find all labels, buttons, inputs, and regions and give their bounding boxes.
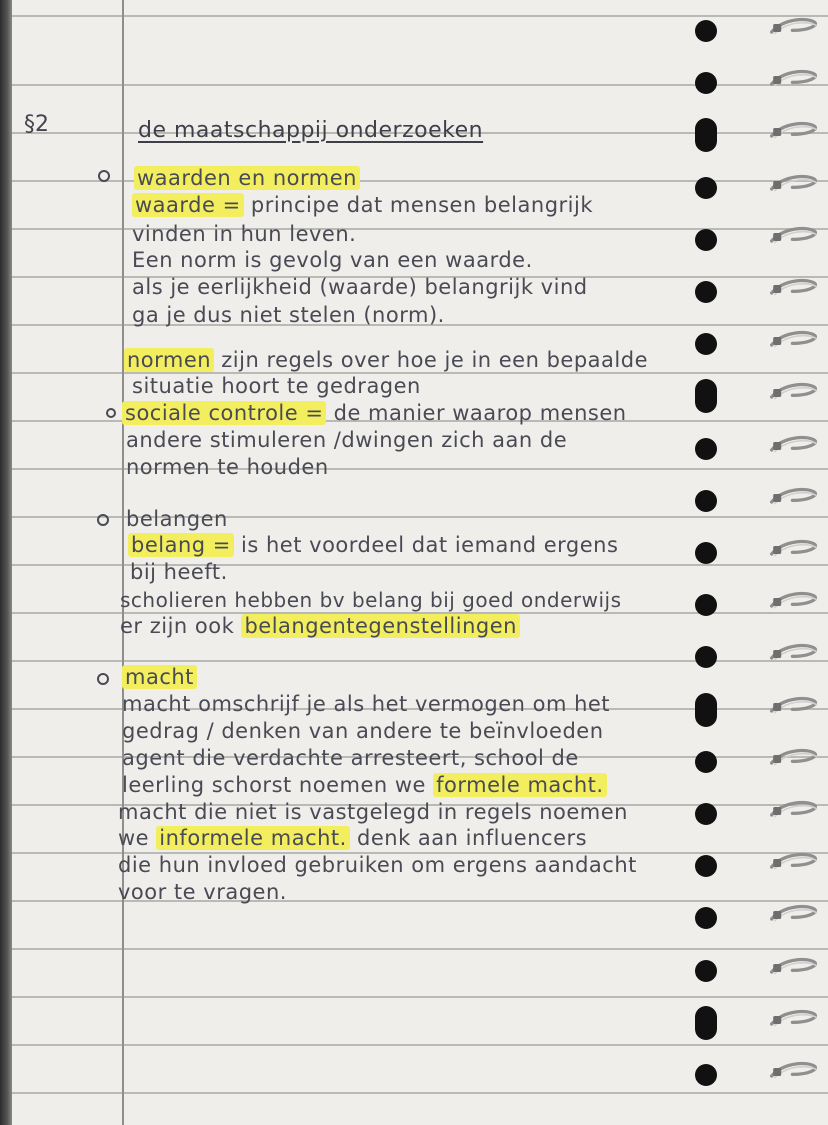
spiral-coil bbox=[762, 851, 826, 875]
punch-hole bbox=[695, 333, 717, 355]
punch-hole bbox=[695, 281, 717, 303]
spiral-coil bbox=[762, 486, 826, 510]
bullet-circle bbox=[97, 514, 109, 526]
note-line: macht die niet is vastgelegd in regels noemen bbox=[118, 800, 628, 824]
note-line: leerling schorst noemen we formele macht. bbox=[122, 773, 607, 797]
note-line: ga je dus niet stelen (norm). bbox=[132, 303, 445, 327]
punch-hole bbox=[695, 1064, 717, 1086]
spiral-coil bbox=[762, 68, 826, 92]
punch-hole bbox=[695, 907, 717, 929]
spiral-coil bbox=[762, 277, 826, 301]
margin-line bbox=[122, 0, 124, 1125]
punch-hole bbox=[695, 490, 717, 512]
bullet-circle bbox=[97, 673, 109, 685]
spiral-coil bbox=[762, 381, 826, 405]
note-line: andere stimuleren /dwingen zich aan de bbox=[126, 428, 568, 452]
note-line: macht omschrijf je als het vermogen om het bbox=[122, 692, 611, 716]
punch-hole bbox=[695, 20, 717, 42]
spiral-coil bbox=[762, 695, 826, 719]
spiral-coil bbox=[762, 173, 826, 197]
page-edge-shadow bbox=[0, 0, 12, 1125]
spiral-coil bbox=[762, 903, 826, 927]
note-line: agent die verdachte arresteert, school de bbox=[122, 746, 579, 770]
spiral-coil bbox=[762, 1008, 826, 1032]
note-line: sociale controle = de manier waarop mensen bbox=[122, 401, 627, 425]
punch-hole bbox=[695, 855, 717, 877]
note-line: waarde = principe dat mensen belangrijk bbox=[132, 193, 593, 217]
note-line: die hun invloed gebruiken om ergens aandacht bbox=[118, 853, 637, 877]
bullet-circle bbox=[98, 170, 110, 182]
note-line: als je eerlijkheid (waarde) belangrijk vind bbox=[132, 275, 588, 299]
punch-holes bbox=[695, 0, 735, 1125]
note-line: vinden in hun leven. bbox=[132, 222, 357, 246]
spiral-coil bbox=[762, 590, 826, 614]
spiral-coil bbox=[762, 16, 826, 40]
note-line: er zijn ook belangentegenstellingen bbox=[120, 614, 520, 638]
note-line: we informele macht. denk aan influencers bbox=[118, 826, 588, 850]
spiral-coil bbox=[762, 1060, 826, 1084]
punch-hole bbox=[695, 229, 717, 251]
spiral-coil bbox=[762, 329, 826, 353]
punch-hole bbox=[695, 118, 717, 152]
spiral-binding bbox=[758, 0, 828, 1125]
page-title: de maatschappij onderzoeken bbox=[138, 118, 484, 143]
punch-hole bbox=[695, 594, 717, 616]
punch-hole bbox=[695, 960, 717, 982]
punch-hole bbox=[695, 693, 717, 727]
spiral-coil bbox=[762, 434, 826, 458]
spiral-coil bbox=[762, 799, 826, 823]
punch-hole bbox=[695, 803, 717, 825]
topic-heading: belangen bbox=[126, 507, 228, 531]
spiral-coil bbox=[762, 956, 826, 980]
punch-hole bbox=[695, 72, 717, 94]
note-line: belang = is het voordeel dat iemand ergens bbox=[128, 533, 618, 557]
spiral-coil bbox=[762, 120, 826, 144]
spiral-coil bbox=[762, 225, 826, 249]
punch-hole bbox=[695, 751, 717, 773]
spiral-coil bbox=[762, 642, 826, 666]
topic-heading: macht bbox=[122, 665, 197, 689]
punch-hole bbox=[695, 542, 717, 564]
punch-hole bbox=[695, 177, 717, 199]
note-line: gedrag / denken van andere te beïnvloeden bbox=[122, 719, 604, 743]
punch-hole bbox=[695, 379, 717, 413]
note-line: normen zijn regels over hoe je in een bepaalde bbox=[124, 348, 648, 372]
spiral-coil bbox=[762, 538, 826, 562]
spiral-coil bbox=[762, 747, 826, 771]
punch-hole bbox=[695, 1006, 717, 1040]
punch-hole bbox=[695, 646, 717, 668]
section-number: §2 bbox=[24, 112, 49, 137]
note-line: Een norm is gevolg van een waarde. bbox=[132, 248, 533, 272]
topic-heading: waarden en normen bbox=[134, 166, 360, 190]
punch-hole bbox=[695, 438, 717, 460]
note-line: bij heeft. bbox=[130, 560, 228, 584]
bullet-circle bbox=[106, 408, 116, 418]
note-line: normen te houden bbox=[126, 455, 329, 479]
note-line: scholieren hebben bv belang bij goed onderwijs bbox=[120, 588, 622, 612]
note-line: voor te vragen. bbox=[118, 880, 287, 904]
note-line: situatie hoort te gedragen bbox=[132, 374, 421, 398]
